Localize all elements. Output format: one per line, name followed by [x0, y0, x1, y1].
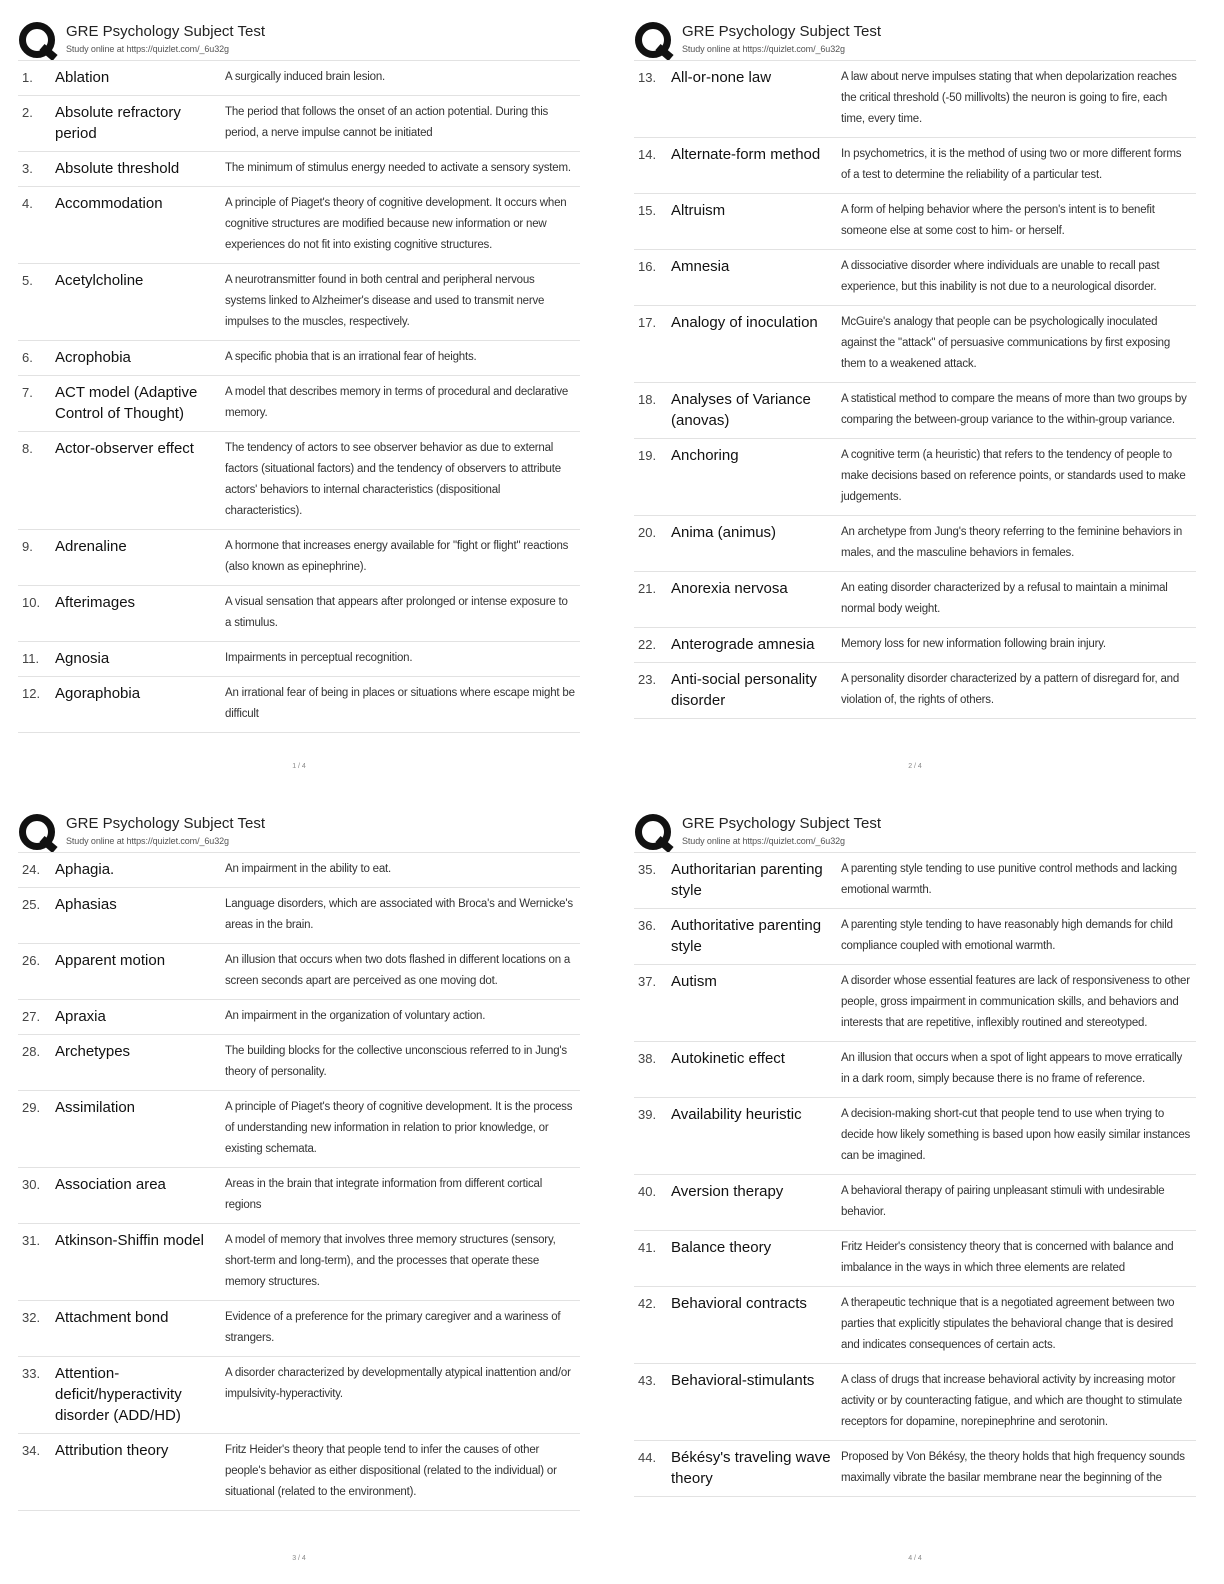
term-list [18, 60, 580, 733]
list-item [634, 1441, 1196, 1497]
item-number: 14. [638, 147, 657, 162]
item-term: Altruism [671, 202, 726, 219]
item-term: All-or-none law [671, 69, 772, 86]
item-number: 34. [22, 1443, 41, 1458]
item-number: 40. [638, 1184, 657, 1199]
item-term: Analyses of Variance (anovas) [671, 391, 811, 429]
item-definition: A neurotransmitter found in both central and peripheral nervous systems linked to Alzheimer's disease and used to transmit nerve impulses to the muscles, respectively. [225, 274, 545, 328]
list-item [634, 61, 1196, 138]
list-item [634, 628, 1196, 663]
page-subtitle: Study online at https://quizlet.com/_6u32g [66, 44, 229, 54]
item-term: Availability heuristic [671, 1106, 802, 1123]
list-item [634, 909, 1196, 965]
page-subtitle: Study online at https://quizlet.com/_6u32g [682, 44, 845, 54]
item-term: Behavioral contracts [671, 1295, 807, 1312]
list-item [18, 1091, 580, 1168]
list-item [18, 96, 580, 152]
list-item [634, 383, 1196, 439]
item-term: Autism [671, 973, 717, 990]
item-number: 13. [638, 70, 657, 85]
list-item [18, 341, 580, 376]
item-term: ACT model (Adaptive Control of Thought) [55, 384, 198, 422]
list-item [18, 152, 580, 187]
item-number: 18. [638, 392, 657, 407]
page-header [634, 810, 1196, 852]
item-number: 4. [22, 196, 33, 211]
item-number: 44. [638, 1450, 657, 1465]
item-definition: A hormone that increases energy available for "fight or flight" reactions (also known as epinephrine). [225, 540, 569, 573]
item-definition: A parenting style tending to have reasonably high demands for child compliance coupled with emotional warmth. [841, 919, 1173, 952]
item-definition: A therapeutic technique that is a negotiated agreement between two parties that explicitly stipulates the behavioral change that is desired and indicates consequences of certain acts. [841, 1297, 1175, 1351]
item-definition: A model of memory that involves three memory structures (sensory, short-term and long-term), and the processes that operate these memory structures. [225, 1234, 556, 1288]
page-header [18, 18, 580, 60]
item-term: Attention-deficit/hyperactivity disorder (ADD/HD) [55, 1365, 182, 1424]
item-definition: A surgically induced brain lesion. [225, 71, 386, 83]
item-definition: The tendency of actors to see observer behavior as due to external factors (situational factors) and the tendency of observers to attribute actors' behaviors to internal characteristics (dispositional characteristics). [225, 442, 561, 517]
page-1 [18, 18, 580, 778]
item-definition: The period that follows the onset of an action potential. During this period, a nerve impulse cannot be initiated [225, 106, 549, 139]
page-number: 3 / 4 [292, 1555, 306, 1562]
item-number: 20. [638, 525, 657, 540]
page-title: GRE Psychology Subject Test [682, 23, 881, 40]
list-item [18, 187, 580, 264]
list-item [18, 1357, 580, 1434]
list-item [634, 516, 1196, 572]
list-item [634, 1098, 1196, 1175]
item-number: 32. [22, 1310, 41, 1325]
item-number: 31. [22, 1233, 41, 1248]
item-number: 12. [22, 686, 41, 701]
item-term: Acrophobia [55, 349, 131, 366]
list-item [18, 432, 580, 530]
item-term: Attribution theory [55, 1442, 169, 1459]
item-term: Aversion therapy [671, 1183, 784, 1200]
item-number: 8. [22, 441, 33, 456]
item-definition: Areas in the brain that integrate information from different cortical regions [225, 1178, 543, 1211]
item-definition: An archetype from Jung's theory referring to the feminine behaviors in males, and the masculine behaviors in females. [841, 526, 1183, 559]
list-item [18, 530, 580, 586]
item-definition: Evidence of a preference for the primary caregiver and a wariness of strangers. [225, 1311, 561, 1344]
list-item [18, 1434, 580, 1511]
item-term: Authoritative parenting style [671, 917, 822, 955]
list-item [634, 439, 1196, 516]
term-list [18, 852, 580, 1511]
list-item [18, 1000, 580, 1035]
quizlet-logo-icon [18, 22, 58, 60]
item-number: 41. [638, 1240, 657, 1255]
item-term: Accommodation [55, 195, 163, 212]
item-number: 28. [22, 1044, 41, 1059]
page-title: GRE Psychology Subject Test [66, 23, 265, 40]
list-item [18, 677, 580, 733]
item-term: Assimilation [55, 1099, 136, 1116]
item-number: 3. [22, 161, 33, 176]
item-term: Anti-social personality disorder [671, 671, 817, 709]
list-item [634, 1287, 1196, 1364]
page-header [18, 810, 580, 852]
list-item [634, 306, 1196, 383]
item-definition: The building blocks for the collective unconscious referred to in Jung's theory of personality. [225, 1045, 567, 1078]
item-term: Agnosia [55, 650, 110, 667]
item-number: 43. [638, 1373, 657, 1388]
list-item [634, 194, 1196, 250]
page-subtitle: Study online at https://quizlet.com/_6u32g [682, 836, 845, 846]
list-item [634, 1231, 1196, 1287]
item-number: 23. [638, 672, 657, 687]
item-definition: An illusion that occurs when two dots flashed in different locations on a screen seconds apart are perceived as one moving dot. [225, 954, 571, 987]
item-term: Absolute refractory period [55, 104, 181, 142]
item-definition: McGuire's analogy that people can be psychologically inoculated against the "attack" of persuasive communications by first exposing them to a weakened attack. [841, 316, 1171, 370]
item-number: 7. [22, 385, 33, 400]
item-number: 29. [22, 1100, 41, 1115]
list-item [18, 1035, 580, 1091]
list-item [634, 572, 1196, 628]
item-term: Ablation [55, 69, 110, 86]
item-number: 1. [22, 70, 33, 85]
item-definition: A form of helping behavior where the person's intent is to benefit someone else at some cost to him- or herself. [841, 204, 1155, 237]
item-number: 11. [22, 651, 40, 666]
item-term: Anima (animus) [671, 524, 777, 541]
item-term: Apraxia [55, 1008, 106, 1025]
item-definition: A disorder characterized by developmentally atypical inattention and/or impulsivity-hyperactivity. [225, 1367, 571, 1400]
item-term: Anchoring [671, 447, 739, 464]
item-definition: Fritz Heider's consistency theory that is concerned with balance and imbalance in the ways in which three elements are related [841, 1241, 1174, 1274]
item-definition: A model that describes memory in terms of procedural and declarative memory. [225, 386, 569, 419]
item-definition: An illusion that occurs when a spot of light appears to move erratically in a dark room, simply because there is no frame of reference. [841, 1052, 1183, 1085]
item-term: Békésy's traveling wave theory [671, 1449, 831, 1487]
item-number: 30. [22, 1177, 41, 1192]
item-number: 9. [22, 539, 33, 554]
page-title: GRE Psychology Subject Test [66, 815, 265, 832]
item-term: Attachment bond [55, 1309, 169, 1326]
item-number: 38. [638, 1051, 657, 1066]
list-item [18, 1224, 580, 1301]
item-definition: Memory loss for new information following brain injury. [841, 638, 1106, 650]
term-list [634, 60, 1196, 719]
item-number: 35. [638, 862, 657, 877]
list-item [634, 965, 1196, 1042]
item-term: Behavioral-stimulants [671, 1372, 815, 1389]
page-title: GRE Psychology Subject Test [682, 815, 881, 832]
page-number: 4 / 4 [908, 1555, 922, 1562]
item-number: 26. [22, 953, 41, 968]
item-definition: An eating disorder characterized by a refusal to maintain a minimal normal body weight. [841, 582, 1168, 615]
item-definition: Impairments in perceptual recognition. [225, 652, 413, 664]
item-definition: A visual sensation that appears after prolonged or intense exposure to a stimulus. [225, 596, 568, 629]
item-definition: A personality disorder characterized by a pattern of disregard for, and violation of, the rights of others. [841, 673, 1180, 706]
item-number: 19. [638, 448, 657, 463]
item-number: 2. [22, 105, 33, 120]
list-item [18, 376, 580, 432]
item-definition: A class of drugs that increase behavioral activity by increasing motor activity or by counteracting fatigue, and which are thought to stimulate receptors for dopamine, norepinephrine and serotonin. [841, 1374, 1183, 1428]
page-4 [634, 810, 1196, 1570]
item-term: Amnesia [671, 258, 730, 275]
page-subtitle: Study online at https://quizlet.com/_6u32g [66, 836, 229, 846]
item-term: Agoraphobia [55, 685, 141, 702]
page-header [634, 18, 1196, 60]
item-definition: The minimum of stimulus energy needed to activate a sensory system. [225, 162, 571, 174]
item-definition: A law about nerve impulses stating that when depolarization reaches the critical threshold (-50 millivolts) the neuron is going to fire, each time, every time. [841, 71, 1177, 125]
list-item [18, 264, 580, 341]
item-number: 17. [638, 315, 657, 330]
quizlet-logo-icon [634, 22, 674, 60]
item-definition: A specific phobia that is an irrational fear of heights. [225, 351, 477, 363]
item-number: 16. [638, 259, 657, 274]
item-term: Actor-observer effect [55, 440, 194, 457]
item-term: Aphasias [55, 896, 117, 913]
item-term: Afterimages [55, 594, 136, 611]
item-number: 15. [638, 203, 657, 218]
item-term: Anterograde amnesia [671, 636, 815, 653]
list-item [634, 1175, 1196, 1231]
item-definition: A disorder whose essential features are lack of responsiveness to other people, gross impairment in communication skills, and behaviors and interests that are repetitive, inflexibly routined and stereotyped. [841, 975, 1190, 1029]
item-definition: A dissociative disorder where individuals are unable to recall past experience, but this inability is not due to a neurological disorder. [841, 260, 1160, 293]
item-term: Adrenaline [55, 538, 127, 555]
list-item [18, 1168, 580, 1224]
item-definition: A cognitive term (a heuristic) that refers to the tendency of people to make decisions based on reference points, or standards used to make judgements. [841, 449, 1186, 503]
item-definition: A decision-making short-cut that people tend to use when trying to decide how likely something is based upon how easily similar instances can be imagined. [841, 1108, 1191, 1162]
item-number: 5. [22, 273, 33, 288]
item-definition: In psychometrics, it is the method of using two or more different forms of a test to determine the reliability of a particular test. [841, 148, 1182, 181]
list-item [18, 586, 580, 642]
list-item [634, 1364, 1196, 1441]
item-term: Atkinson-Shiffin model [55, 1232, 204, 1249]
page-3 [18, 810, 580, 1570]
term-list [634, 852, 1196, 1497]
item-number: 37. [638, 974, 657, 989]
list-item [18, 61, 580, 96]
item-term: Authoritarian parenting style [671, 861, 823, 899]
item-term: Aphagia. [55, 861, 115, 878]
item-definition: An impairment in the organization of voluntary action. [225, 1010, 486, 1022]
item-term: Autokinetic effect [671, 1050, 785, 1067]
list-item [18, 1301, 580, 1357]
item-number: 27. [22, 1009, 41, 1024]
item-number: 25. [22, 897, 41, 912]
page-2 [634, 18, 1196, 778]
item-definition: A statistical method to compare the means of more than two groups by comparing the between-group variance to the within-group variance. [841, 393, 1187, 426]
item-number: 33. [22, 1366, 41, 1381]
item-term: Apparent motion [55, 952, 166, 969]
item-definition: A behavioral therapy of pairing unpleasant stimuli with undesirable behavior. [841, 1185, 1165, 1218]
item-definition: A parenting style tending to use punitive control methods and lacking emotional warmth. [841, 863, 1177, 896]
item-term: Acetylcholine [55, 272, 144, 289]
item-definition: An irrational fear of being in places or situations where escape might be difficult [225, 687, 575, 720]
item-term: Anorexia nervosa [671, 580, 788, 597]
item-term: Association area [55, 1176, 166, 1193]
list-item [18, 888, 580, 944]
page-number: 1 / 4 [292, 763, 306, 770]
item-definition: Proposed by Von Békésy, the theory holds that high frequency sounds maximally vibrate the basilar membrane near the beginning of the [841, 1451, 1185, 1484]
page-number: 2 / 4 [908, 763, 922, 770]
list-item [18, 642, 580, 677]
item-term: Balance theory [671, 1239, 772, 1256]
quizlet-logo-icon [18, 814, 58, 852]
item-number: 24. [22, 862, 41, 877]
item-term: Analogy of inoculation [671, 314, 818, 331]
item-number: 6. [22, 350, 33, 365]
item-number: 22. [638, 637, 657, 652]
item-definition: A principle of Piaget's theory of cognitive development. It occurs when cognitive structures are modified because new information or new experiences do not fit into existing cognitive structures. [225, 197, 567, 251]
item-definition: An impairment in the ability to eat. [225, 863, 392, 875]
list-item [18, 944, 580, 1000]
item-number: 21. [638, 581, 657, 596]
list-item [18, 853, 580, 888]
item-term: Archetypes [55, 1043, 131, 1060]
item-number: 42. [638, 1296, 657, 1311]
item-number: 10. [22, 595, 41, 610]
item-term: Absolute threshold [55, 160, 180, 177]
list-item [634, 1042, 1196, 1098]
list-item [634, 250, 1196, 306]
item-definition: Language disorders, which are associated with Broca's and Wernicke's areas in the brain. [225, 898, 573, 931]
item-definition: Fritz Heider's theory that people tend to infer the causes of other people's behavior as either dispositional (related to the individual) or situational (related to the environment). [225, 1444, 557, 1498]
quizlet-logo-icon [634, 814, 674, 852]
list-item [634, 138, 1196, 194]
item-term: Alternate-form method [671, 146, 821, 163]
item-number: 36. [638, 918, 657, 933]
item-number: 39. [638, 1107, 657, 1122]
list-item [634, 853, 1196, 909]
item-definition: A principle of Piaget's theory of cognitive development. It is the process of understanding new information in relation to prior knowledge, or existing schemata. [225, 1101, 573, 1155]
list-item [634, 663, 1196, 719]
